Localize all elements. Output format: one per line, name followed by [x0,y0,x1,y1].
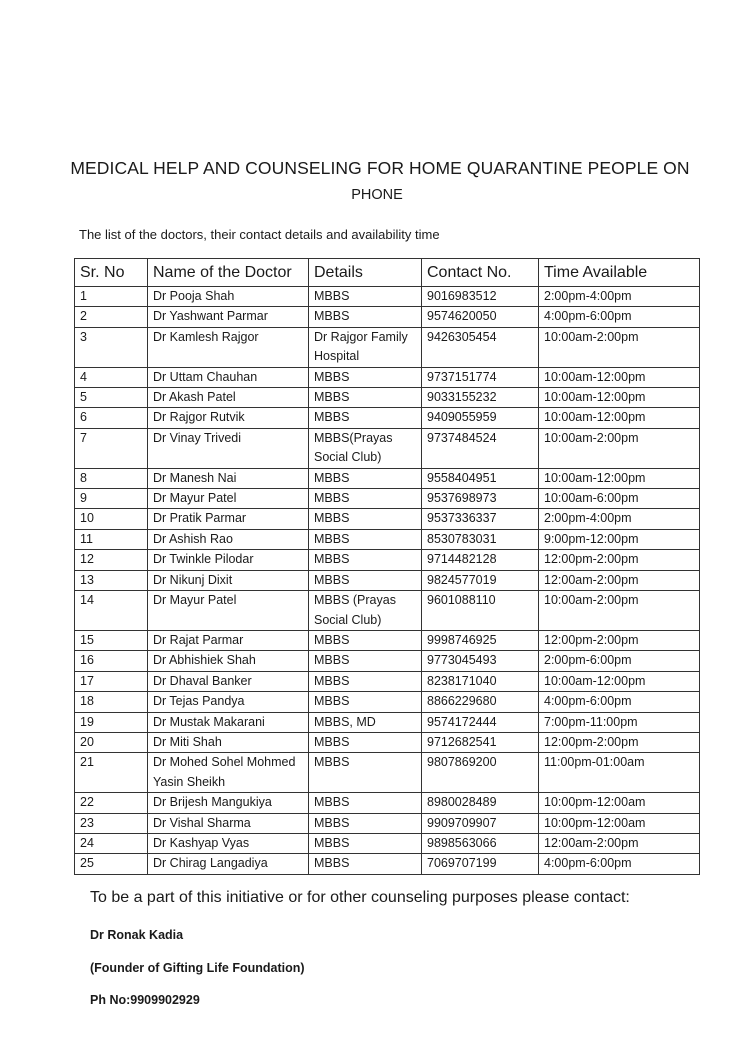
cell-sr-no: 22 [75,793,148,813]
cell-sr-no: 25 [75,854,148,874]
cell-contact-number: 9773045493 [422,651,539,671]
cell-sr-no: 10 [75,509,148,529]
table-row [75,509,700,529]
cell-contact-number: 8530783031 [422,529,539,549]
table-row [75,287,700,307]
cell-sr-no: 7 [75,428,148,468]
cell-details: MBBS [309,813,422,833]
cell-doctor-name: Dr Rajat Parmar [148,630,309,650]
cell-contact-number: 8238171040 [422,671,539,691]
footer-contact-note: To be a part of this initiative or for other counseling purposes please contact: [90,889,630,906]
cell-contact-number: 8866229680 [422,692,539,712]
cell-details: Dr Rajgor Family Hospital [309,327,422,367]
cell-contact-number: 9574172444 [422,712,539,732]
cell-sr-no: 1 [75,287,148,307]
cell-time-available: 10:00am-6:00pm [539,489,700,509]
cell-sr-no: 23 [75,813,148,833]
cell-doctor-name: Dr Abhishiek Shah [148,651,309,671]
cell-contact-number: 9426305454 [422,327,539,367]
cell-time-available: 10:00am-12:00pm [539,671,700,691]
cell-contact-number: 9807869200 [422,753,539,793]
cell-doctor-name: Dr Pooja Shah [148,287,309,307]
cell-sr-no: 17 [75,671,148,691]
cell-details: MBBS [309,692,422,712]
cell-doctor-name: Dr Miti Shah [148,732,309,752]
cell-details: MBBS [309,854,422,874]
cell-details: MBBS [309,529,422,549]
cell-contact-number: 9737151774 [422,367,539,387]
cell-time-available: 4:00pm-6:00pm [539,692,700,712]
cell-time-available: 2:00pm-4:00pm [539,287,700,307]
cell-doctor-name: Dr Manesh Nai [148,468,309,488]
cell-doctor-name: Dr Yashwant Parmar [148,307,309,327]
table-row [75,550,700,570]
table-row [75,753,700,793]
cell-contact-number: 7069707199 [422,854,539,874]
cell-details: MBBS [309,570,422,590]
table-row [75,591,700,631]
cell-sr-no: 8 [75,468,148,488]
table-row [75,408,700,428]
cell-contact-number: 9824577019 [422,570,539,590]
cell-doctor-name: Dr Mustak Makarani [148,712,309,732]
column-header-details: Details [309,259,422,287]
cell-contact-number: 9714482128 [422,550,539,570]
cell-doctor-name: Dr Mayur Patel [148,591,309,631]
cell-time-available: 10:00am-12:00pm [539,388,700,408]
cell-doctor-name: Dr Vishal Sharma [148,813,309,833]
table-row [75,529,700,549]
table-row [75,833,700,853]
contact-person-name: Dr Ronak Kadia [90,928,184,942]
cell-contact-number: 9033155232 [422,388,539,408]
table-body [75,287,700,875]
cell-contact-number: 9558404951 [422,468,539,488]
cell-time-available: 2:00pm-6:00pm [539,651,700,671]
table-row [75,489,700,509]
cell-sr-no: 3 [75,327,148,367]
cell-doctor-name: Dr Akash Patel [148,388,309,408]
cell-details: MBBS [309,550,422,570]
cell-details: MBBS [309,651,422,671]
cell-doctor-name: Dr Brijesh Mangukiya [148,793,309,813]
cell-doctor-name: Dr Dhaval Banker [148,671,309,691]
cell-details: MBBS (Prayas Social Club) [309,591,422,631]
cell-sr-no: 2 [75,307,148,327]
cell-contact-number: 9712682541 [422,732,539,752]
cell-details: MBBS [309,753,422,793]
cell-doctor-name: Dr Nikunj Dixit [148,570,309,590]
cell-sr-no: 20 [75,732,148,752]
cell-sr-no: 18 [75,692,148,712]
cell-details: MBBS [309,367,422,387]
cell-time-available: 10:00pm-12:00am [539,813,700,833]
cell-sr-no: 5 [75,388,148,408]
table-row [75,428,700,468]
cell-doctor-name: Dr Kashyap Vyas [148,833,309,853]
cell-contact-number: 9898563066 [422,833,539,853]
table-row [75,630,700,650]
table-row [75,793,700,813]
cell-time-available: 11:00pm-01:00am [539,753,700,793]
cell-details: MBBS [309,732,422,752]
cell-contact-number: 9537336337 [422,509,539,529]
table-row [75,468,700,488]
cell-contact-number: 9601088110 [422,591,539,631]
cell-time-available: 9:00pm-12:00pm [539,529,700,549]
cell-doctor-name: Dr Vinay Trivedi [148,428,309,468]
cell-sr-no: 6 [75,408,148,428]
cell-sr-no: 16 [75,651,148,671]
cell-sr-no: 12 [75,550,148,570]
table-row [75,327,700,367]
cell-time-available: 10:00am-2:00pm [539,327,700,367]
cell-time-available: 12:00am-2:00pm [539,570,700,590]
table-row [75,854,700,874]
cell-time-available: 7:00pm-11:00pm [539,712,700,732]
cell-details: MBBS [309,388,422,408]
cell-doctor-name: Dr Rajgor Rutvik [148,408,309,428]
cell-contact-number: 9998746925 [422,630,539,650]
cell-details: MBBS [309,630,422,650]
contact-organization: (Founder of Gifting Life Foundation) [90,961,305,975]
cell-time-available: 10:00pm-12:00am [539,793,700,813]
table-row [75,732,700,752]
cell-time-available: 4:00pm-6:00pm [539,854,700,874]
contact-phone: Ph No:9909902929 [90,993,200,1007]
cell-sr-no: 24 [75,833,148,853]
column-header-sr-no: Sr. No [75,259,148,287]
table-row [75,388,700,408]
cell-details: MBBS [309,509,422,529]
cell-time-available: 10:00am-12:00pm [539,367,700,387]
cell-details: MBBS [309,489,422,509]
cell-contact-number: 9909709907 [422,813,539,833]
cell-doctor-name: Dr Tejas Pandya [148,692,309,712]
cell-time-available: 12:00pm-2:00pm [539,550,700,570]
cell-time-available: 10:00am-2:00pm [539,591,700,631]
cell-details: MBBS [309,408,422,428]
cell-contact-number: 9537698973 [422,489,539,509]
column-header-doctor-name: Name of the Doctor [148,259,309,287]
intro-text: The list of the doctors, their contact details and availability time [79,227,440,242]
cell-details: MBBS [309,287,422,307]
cell-sr-no: 13 [75,570,148,590]
cell-doctor-name: Dr Pratik Parmar [148,509,309,529]
header-row [75,259,700,287]
column-header-time: Time Available [539,259,700,287]
cell-doctor-name: Dr Mohed Sohel Mohmed Yasin Sheikh [148,753,309,793]
cell-doctor-name: Dr Mayur Patel [148,489,309,509]
cell-contact-number: 8980028489 [422,793,539,813]
table-row [75,692,700,712]
cell-details: MBBS [309,833,422,853]
cell-details: MBBS [309,671,422,691]
table-row [75,671,700,691]
cell-doctor-name: Dr Uttam Chauhan [148,367,309,387]
cell-time-available: 10:00am-2:00pm [539,428,700,468]
cell-sr-no: 9 [75,489,148,509]
cell-contact-number: 9016983512 [422,287,539,307]
table-row [75,651,700,671]
cell-doctor-name: Dr Kamlesh Rajgor [148,327,309,367]
cell-sr-no: 19 [75,712,148,732]
cell-time-available: 12:00pm-2:00pm [539,630,700,650]
cell-doctor-name: Dr Twinkle Pilodar [148,550,309,570]
cell-time-available: 12:00am-2:00pm [539,833,700,853]
cell-sr-no: 21 [75,753,148,793]
table-row [75,570,700,590]
page-title: MEDICAL HELP AND COUNSELING FOR HOME QUARANTINE PEOPLE ON [70,158,690,178]
cell-details: MBBS [309,468,422,488]
cell-time-available: 10:00am-12:00pm [539,468,700,488]
table-row [75,367,700,387]
cell-contact-number: 9409055959 [422,408,539,428]
cell-doctor-name: Dr Ashish Rao [148,529,309,549]
cell-details: MBBS, MD [309,712,422,732]
cell-sr-no: 4 [75,367,148,387]
cell-time-available: 10:00am-12:00pm [539,408,700,428]
cell-sr-no: 15 [75,630,148,650]
cell-time-available: 2:00pm-4:00pm [539,509,700,529]
page-subtitle: PHONE [351,187,403,203]
table-row [75,712,700,732]
cell-sr-no: 14 [75,591,148,631]
cell-sr-no: 11 [75,529,148,549]
cell-details: MBBS [309,793,422,813]
cell-contact-number: 9574620050 [422,307,539,327]
cell-doctor-name: Dr Chirag Langadiya [148,854,309,874]
cell-details: MBBS(Prayas Social Club) [309,428,422,468]
cell-details: MBBS [309,307,422,327]
cell-contact-number: 9737484524 [422,428,539,468]
cell-time-available: 4:00pm-6:00pm [539,307,700,327]
column-header-contact: Contact No. [422,259,539,287]
table-row [75,813,700,833]
cell-time-available: 12:00pm-2:00pm [539,732,700,752]
doctors-table [74,258,700,875]
table-row [75,307,700,327]
table-header [75,259,700,287]
